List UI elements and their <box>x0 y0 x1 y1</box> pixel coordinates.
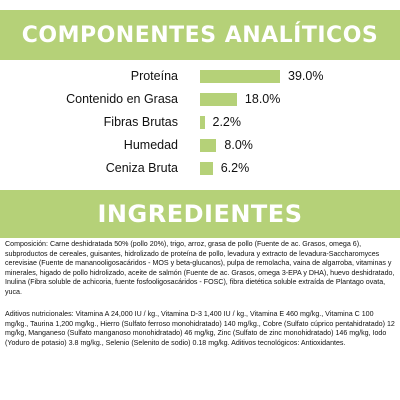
analytic-components-banner <box>0 10 400 60</box>
analytic-components-title: COMPONENTES ANALÍTICOS <box>21 22 379 48</box>
analytic-row <box>0 89 400 109</box>
analytic-row <box>0 66 400 86</box>
analytic-row-bar <box>200 70 280 83</box>
analytic-row-value: 2.2% <box>212 115 241 129</box>
analytic-row-bar <box>200 139 216 152</box>
analytic-row-label: Humedad <box>123 138 178 152</box>
ingredients-title: INGREDIENTES <box>97 200 303 228</box>
analytic-row <box>0 112 400 132</box>
analytic-row-value: 6.2% <box>220 161 250 175</box>
analytic-row <box>0 158 400 178</box>
analytic-row-value: 8.0% <box>224 138 253 152</box>
analytic-row <box>0 135 400 155</box>
composition-text: Composición: Carne deshidratada 50% (pollo 20%), trigo, arroz, grasa de pollo (Fuente de ac. Grasos, omega 6), subproductos de cereales, guisantes, hidrolizado de proteína de pollo, levadura y extracto de levadura-Saccharomyces cerevisiae (Fuente de mananooligosacáridos - MOS y beta-glucanos), pulpa de remolacha, vaina de algarroba, vitaminas y minerales, higado de pollo hidrolizado, aceite de salmón (Fuente de ac. Grasos, omega 3-EPA y DHA), huevo deshidratado, Inulina (Fibra soluble de achicoria, fuente fosfooligosacáridos - FOSC), fibra dietética soluble extraída de Plantago ovata, yuca. <box>5 240 395 296</box>
ingredients-banner <box>0 190 400 238</box>
analytic-components-list <box>0 60 400 180</box>
analytic-row-value: 18.0% <box>244 92 281 106</box>
additives-text: Aditivos nutricionales: Vitamina A 24,000 IU / kg., Vitamina D-3 1,400 IU / kg., Vitamina E 460 mg/kg., Vitamina C 100 mg/kg., Taurina 1,200 mg/kg., Hierro (Sulfato ferroso monohidratado) 140 mg/kg., Cobre (Sulfato cúprico pentahidratado) 12 mg/kg, Manganeso (Sulfato manganoso monohidratado) 46 mg/kg, Zinc (Sulfato de zinc monohidratado) 146 mg/kg, Iodo (Yoduro de potasio) 3.8 mg/kg., Selenio (Selenito de sodio) 0.18 mg/kg. Aditivos tecnológicos: Antioxidantes. <box>5 310 395 347</box>
analytic-row-label: Contenido en Grasa <box>66 92 178 106</box>
analytic-row-bar <box>200 93 237 106</box>
analytic-row-bar <box>200 162 213 175</box>
analytic-row-label: Fibras Brutas <box>103 115 178 129</box>
analytic-row-label: Proteína <box>130 69 178 83</box>
analytic-row-label: Ceniza Bruta <box>105 161 178 175</box>
analytic-row-value: 39.0% <box>288 69 324 83</box>
